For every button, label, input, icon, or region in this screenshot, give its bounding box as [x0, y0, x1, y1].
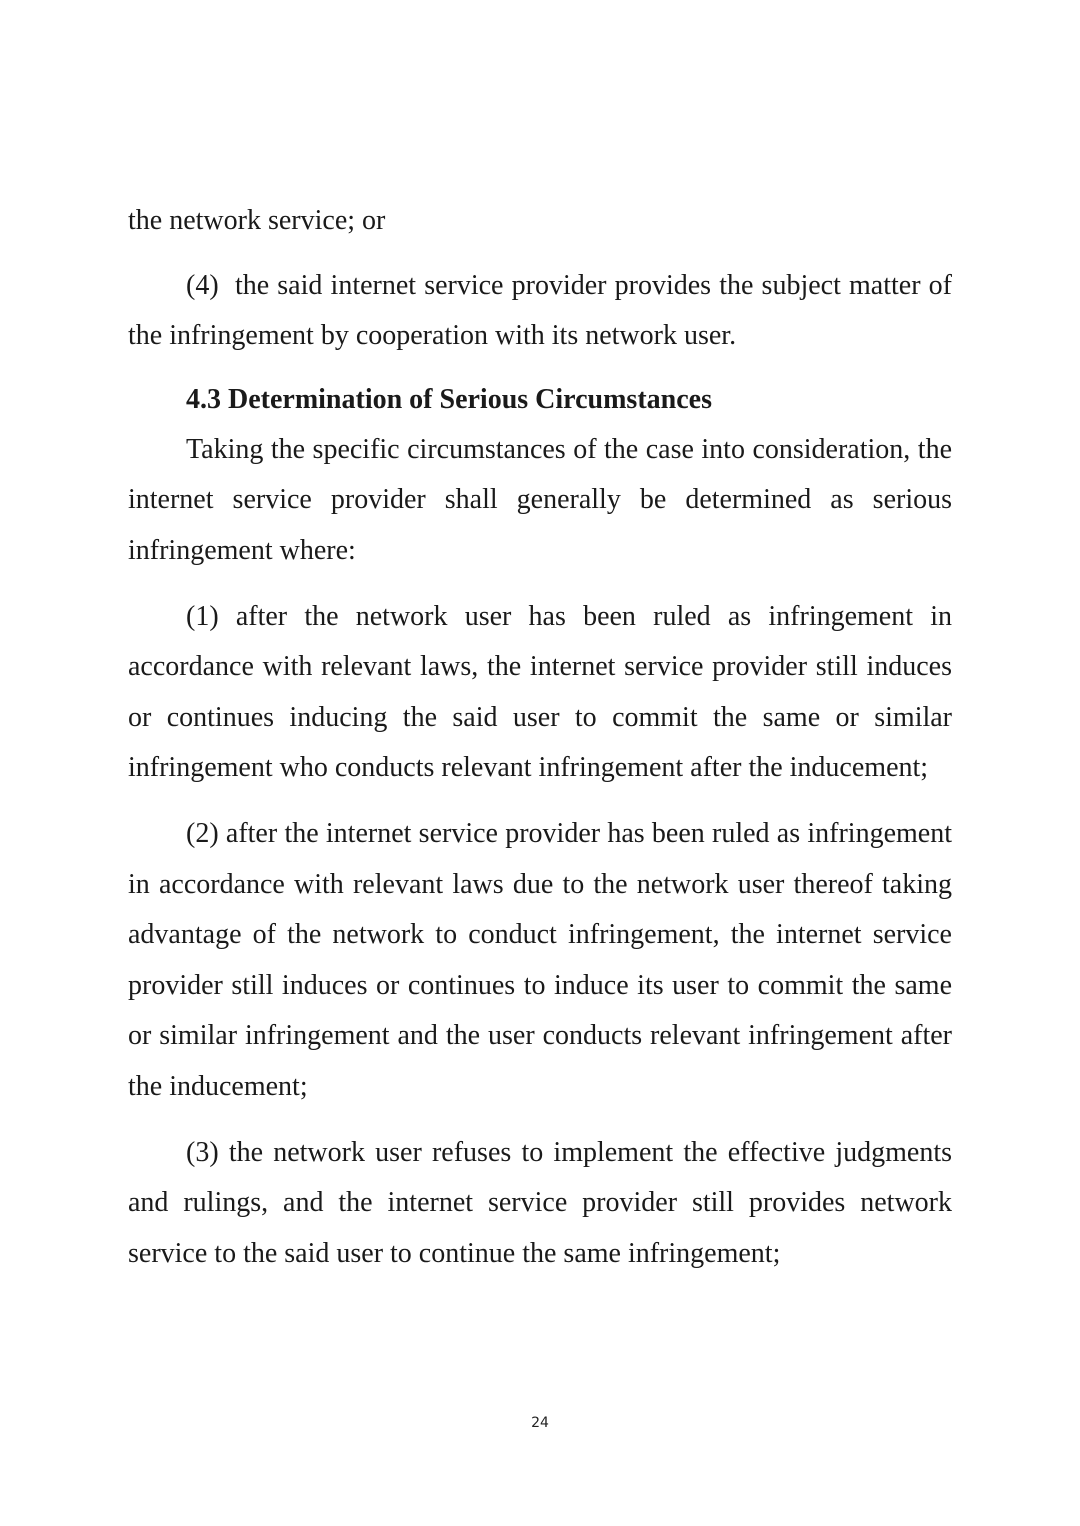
list-item-1: (1) after the network user has been ruled as infringement in accordance with relevant laws, the internet service provider still induces or continues inducing the said user to commit the same or similar infringement who conducts relevant infringement after the inducement; — [128, 600, 952, 784]
page-number: 24 — [531, 1415, 549, 1431]
list-item-4: (4) the said internet service provider provides the subject matter of the infringement by cooperation with its network user. — [128, 269, 952, 352]
section-intro-paragraph: Taking the specific circumstances of the case into consideration, the internet service provider shall generally be determined as serious infringement where: — [128, 433, 952, 566]
list-item-2: (2) after the internet service provider has been ruled as infringement in accordance with relevant laws due to the network user thereof taking advantage of the network to conduct infringement, the internet service provider still induces or continues to induce its user to commit the same or similar infringement and the user conducts relevant infringement after the inducement; — [128, 817, 952, 1102]
section-heading: 4.3 Determination of Serious Circumstances — [186, 383, 712, 415]
list-item-3: (3) the network user refuses to implement the effective judgments and rulings, and the internet service provider still provides network service to the said user to continue the same infringement; — [128, 1136, 952, 1269]
continuation-paragraph: the network service; or — [128, 205, 386, 236]
document-body — [128, 196, 952, 1279]
